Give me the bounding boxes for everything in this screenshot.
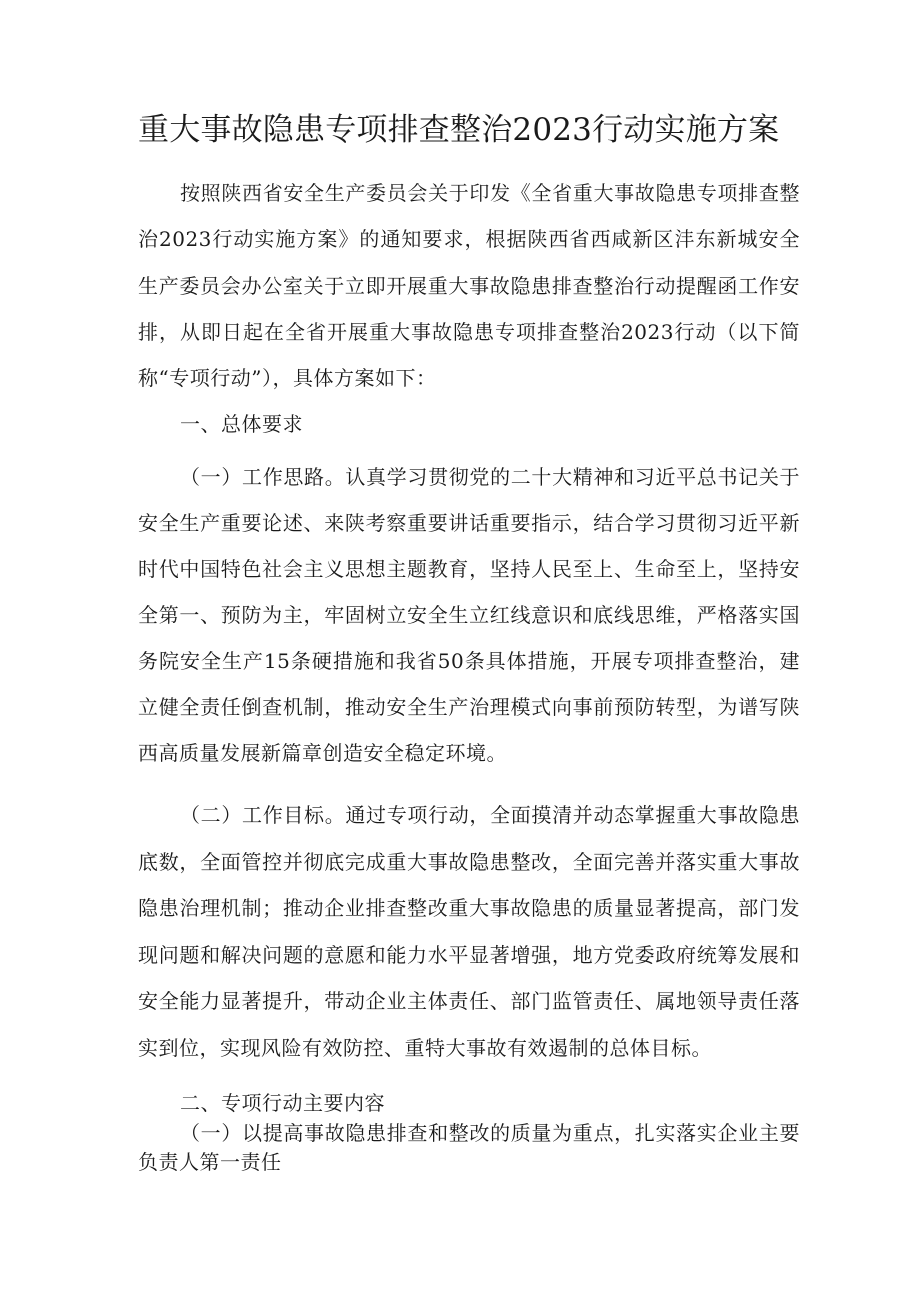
section-1-heading: 一、总体要求 (180, 412, 303, 436)
document-title: 重大事故隐患专项排查整治2023行动实施方案 (138, 112, 780, 148)
section-2-heading: 二、专项行动主要内容 (180, 1091, 385, 1115)
section-1-paragraph-2: （二）工作目标。通过专项行动，全面摸清并动态掌握重大事故隐患底数，全面管控并彻底完成重大事故隐患整改，全面完善并落实重大事故隐患治理机制；推动企业排查整改重大事故隐患的质量显著提高，部门发现问题和解决问题的意愿和能力水平显著增强，地方党委政府统筹发展和安全能力显著提升，带动企业主体责任、部门监管责任、属地领导责任落实到位，实现风险有效防控、重特大事故有效遏制的总体目标。 (138, 803, 800, 1060)
intro-paragraph: 按照陕西省安全生产委员会关于印发《全省重大事故隐患专项排查整治2023行动实施方案》的通知要求，根据陕西省西咸新区沣东新城安全生产委员会办公室关于立即开展重大事故隐患排查整治行动提醒函工作安排，从即日起在全省开展重大事故隐患专项排查整治2023行动（以下简称“专项行动”），具体方案如下： (138, 181, 800, 391)
section-1-paragraph-1: （一）工作思路。认真学习贯彻党的二十大精神和习近平总书记关于安全生产重要论述、来陕考察重要讲话重要指示，结合学习贯彻习近平新时代中国特色社会主义思想主题教育，坚持人民至上、生命至上，坚持安全第一、预防为主，牢固树立安全生立红线意识和底线思维，严格落实国务院安全生产15条硬措施和我省50条具体措施，开展专项排查整治，建立健全责任倒查机制，推动安全生产治理模式向事前预防转型，为谱写陕西高质量发展新篇章创造安全稳定环境。 (138, 465, 800, 765)
section-2-paragraph-1: （一）以提高事故隐患排查和整改的质量为重点，扎实落实企业主要负责人第一责任 (138, 1121, 800, 1174)
